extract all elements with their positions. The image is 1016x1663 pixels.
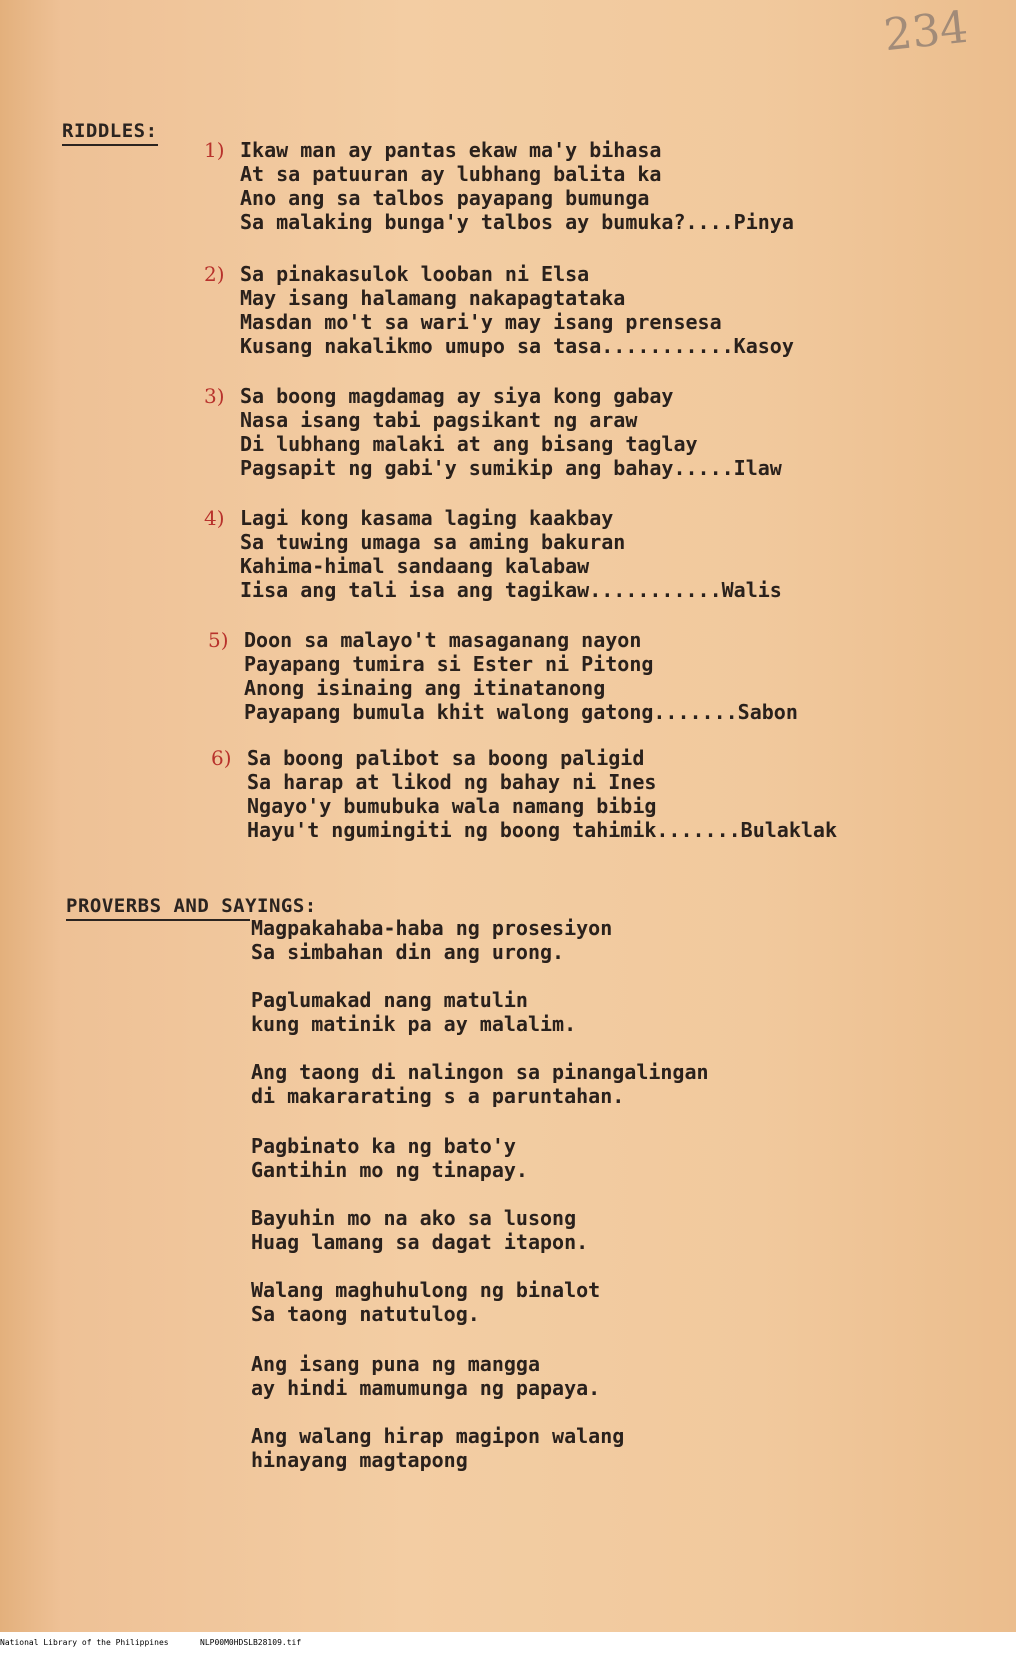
riddles-heading-text: RIDDLES: (62, 120, 158, 142)
riddle-line: Sa pinakasulok looban ni Elsa (240, 262, 590, 286)
riddle-line: Ikaw man ay pantas ekaw ma'y bihasa (240, 138, 662, 162)
footer-library: National Library of the Philippines (0, 1638, 169, 1647)
riddle-4 (204, 506, 782, 602)
riddle-line: Sa boong palibot sa boong paligid (247, 746, 645, 770)
riddle-6 (211, 746, 838, 842)
proverb-line: Sa taong natutulog. (251, 1302, 480, 1326)
riddle-number: 1) (204, 138, 225, 162)
proverb-line: kung matinik pa ay malalim. (251, 1012, 577, 1036)
proverb-line: di makararating s a paruntahan. (251, 1084, 625, 1108)
riddle-line: Doon sa malayo't masaganang nayon (244, 628, 642, 652)
proverb-line: Sa simbahan din ang urong. (251, 940, 565, 964)
riddle-line: Payapang bumula khit walong gatong.......Sabon (244, 700, 798, 724)
proverb-line: Huag lamang sa dagat itapon. (251, 1230, 589, 1254)
proverb-8 (251, 1424, 624, 1472)
proverb-line: Ang taong di nalingon sa pinangalingan (251, 1060, 709, 1084)
proverb-line: Walang maghuhulong ng binalot (251, 1278, 601, 1302)
page-number: 234 (881, 1, 971, 62)
riddle-line: Iisa ang tali isa ang tagikaw...........Walis (240, 578, 782, 602)
riddle-line: Nasa isang tabi pagsikant ng araw (240, 408, 638, 432)
riddle-line: Hayu't ngumingiti ng boong tahimik.......Bulaklak (247, 818, 838, 842)
riddle-number: 5) (208, 628, 229, 652)
riddle-line: Sa boong magdamag ay siya kong gabay (240, 384, 674, 408)
scan-footer (0, 1636, 1016, 1650)
proverb-line: Gantihin mo ng tinapay. (251, 1158, 528, 1182)
riddle-line: Payapang tumira si Ester ni Pitong (244, 652, 654, 676)
riddles-heading-underline (62, 144, 158, 146)
proverb-2 (251, 988, 576, 1036)
proverbs-heading-text: PROVERBS AND SAYINGS: (66, 895, 317, 917)
proverb-line: Paglumakad nang matulin (251, 988, 528, 1012)
proverb-7 (251, 1352, 600, 1400)
proverb-3 (251, 1060, 709, 1108)
riddle-line: At sa patuuran ay lubhang balita ka (240, 162, 662, 186)
proverb-line: Magpakahaba-haba ng prosesiyon (251, 916, 613, 940)
proverb-line: hinayang magtapong (251, 1448, 468, 1472)
riddle-line: Sa harap at likod ng bahay ni Ines (247, 770, 657, 794)
proverb-1 (251, 916, 612, 964)
riddles-heading (62, 120, 158, 146)
riddle-line: Kusang nakalikmo umupo sa tasa...........Kasoy (240, 334, 794, 358)
riddle-1 (204, 138, 794, 234)
riddle-line: May isang halamang nakapagtataka (240, 286, 626, 310)
riddle-line: Lagi kong kasama laging kaakbay (240, 506, 614, 530)
riddle-number: 6) (211, 746, 232, 770)
proverb-line: Ang isang puna ng mangga (251, 1352, 540, 1376)
riddle-line: Sa tuwing umaga sa aming bakuran (240, 530, 626, 554)
riddle-line: Pagsapit ng gabi'y sumikip ang bahay.....Ilaw (240, 456, 782, 480)
riddle-5 (208, 628, 798, 724)
riddle-2 (204, 262, 794, 358)
proverb-line: Ang walang hirap magipon walang (251, 1424, 625, 1448)
footer-file-id: NLP00M0HDSLB28109.tif (200, 1638, 302, 1647)
proverb-5 (251, 1206, 588, 1254)
proverbs-heading-underline (66, 919, 250, 921)
riddle-line: Ngayo'y bumubuka wala namang bibig (247, 794, 657, 818)
riddle-number: 3) (204, 384, 225, 408)
riddle-number: 4) (204, 506, 225, 530)
riddle-line: Kahima-himal sandaang kalabaw (240, 554, 590, 578)
riddle-line: Sa malaking bunga'y talbos ay bumuka?....Pinya (240, 210, 794, 234)
proverb-6 (251, 1278, 600, 1326)
riddle-3 (204, 384, 782, 480)
proverb-line: Bayuhin mo na ako sa lusong (251, 1206, 577, 1230)
riddle-line: Anong isinaing ang itinatanong (244, 676, 606, 700)
proverb-4 (251, 1134, 528, 1182)
proverb-line: Pagbinato ka ng bato'y (251, 1134, 516, 1158)
riddle-line: Di lubhang malaki at ang bisang taglay (240, 432, 698, 456)
riddle-line: Masdan mo't sa wari'y may isang prensesa (240, 310, 722, 334)
riddle-line: Ano ang sa talbos payapang bumunga (240, 186, 650, 210)
proverb-line: ay hindi mamumunga ng papaya. (251, 1376, 601, 1400)
riddle-number: 2) (204, 262, 225, 286)
